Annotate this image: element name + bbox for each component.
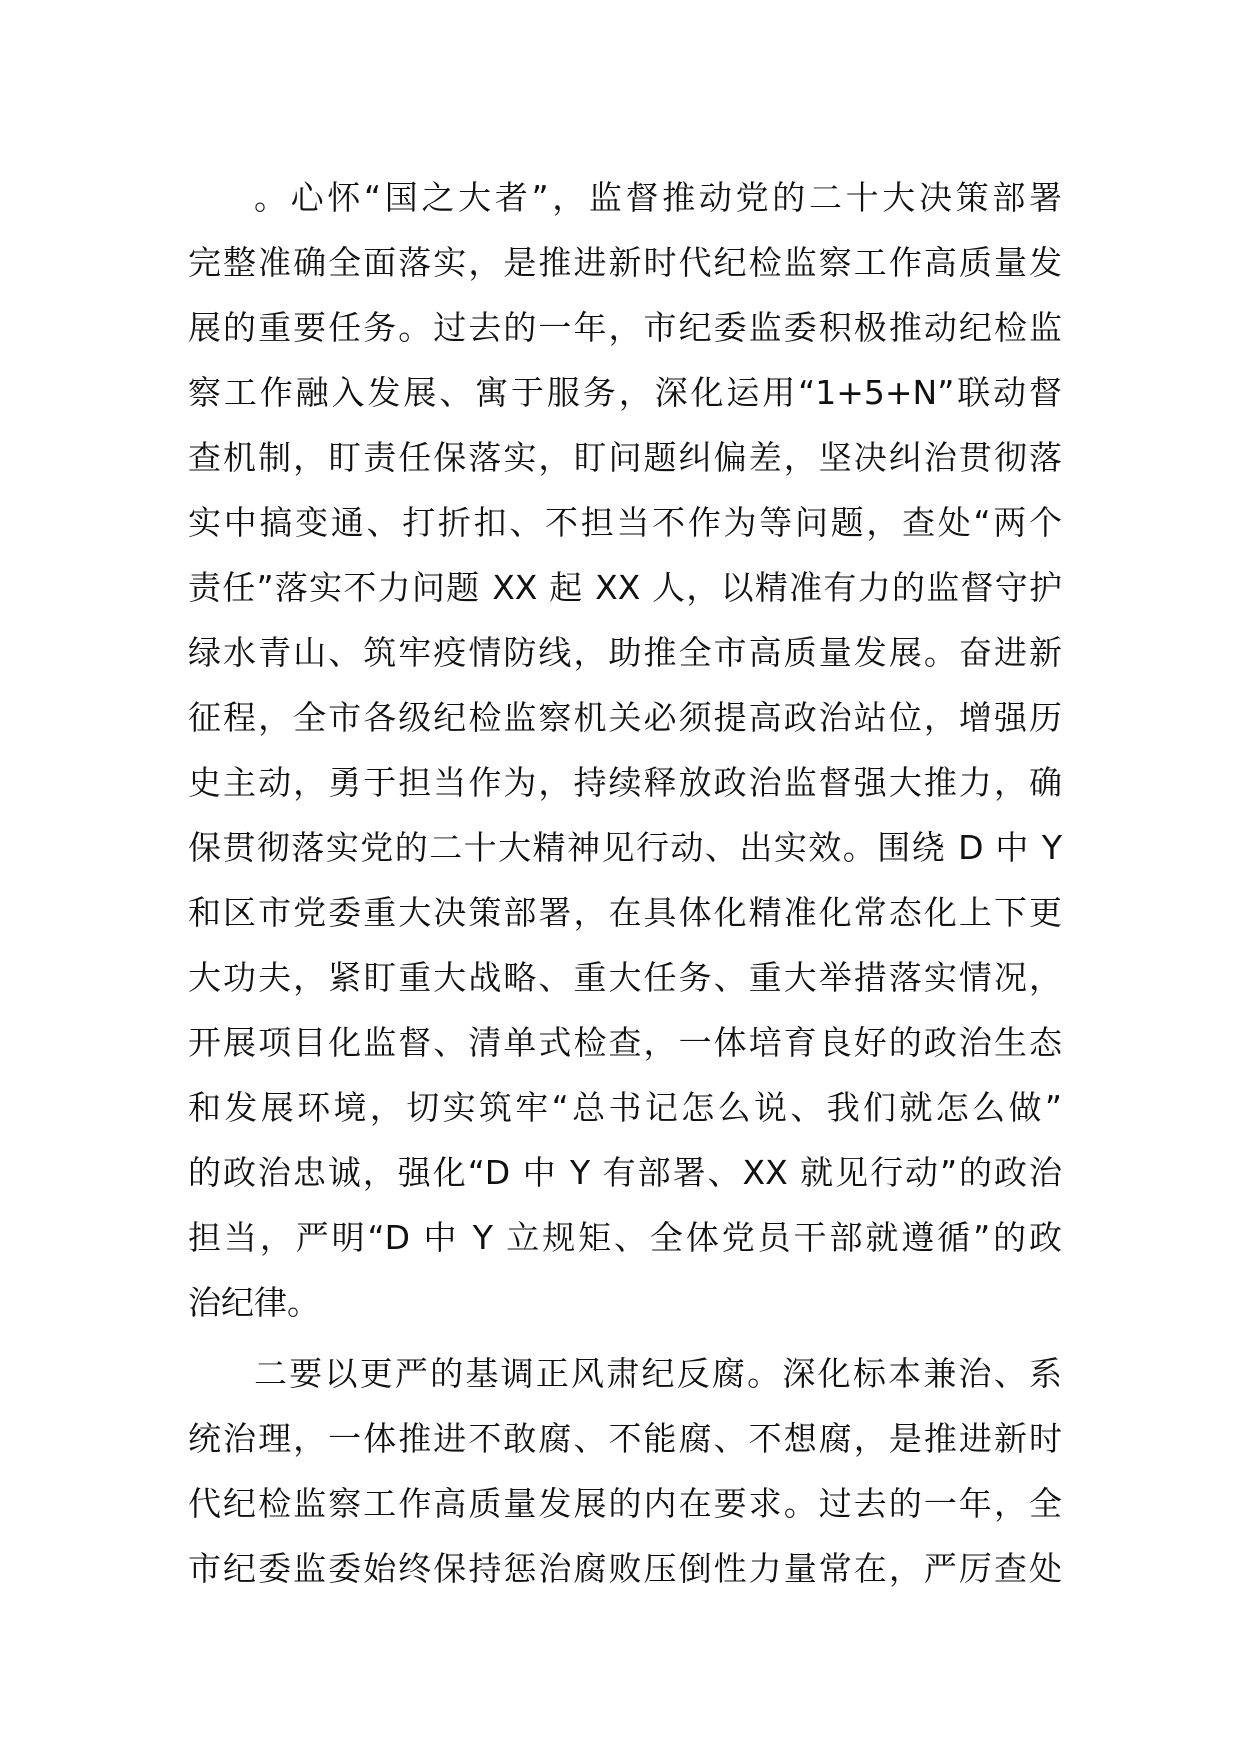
text-line: 保贯彻落实党的二十大精神见行动、出实效。围绕 D 中 Y — [188, 828, 1062, 867]
text-line: 担当，严明“D 中 Y 立规矩、全体党员干部就遵循”的政 — [188, 1218, 1062, 1257]
text-line: 完整准确全面落实，是推进新时代纪检监察工作高质量发 — [188, 243, 1062, 282]
document-body — [188, 165, 1062, 1601]
text-line: 绿水青山、筑牢疫情防线，助推全市高质量发展。奋进新 — [188, 633, 1062, 672]
text-line: 征程，全市各级纪检监察机关必须提高政治站位，增强历 — [188, 698, 1062, 737]
text-line: 察工作融入发展、寓于服务，深化运用“1+5+N”联动督 — [188, 373, 1062, 412]
text-line: 开展项目化监督、清单式检查，一体培育良好的政治生态 — [188, 1023, 1062, 1062]
paragraph-1 — [188, 165, 1062, 1335]
text-line: 和发展环境，切实筑牢“总书记怎么说、我们就怎么做” — [188, 1088, 1062, 1127]
text-line: 展的重要任务。过去的一年，市纪委监委积极推动纪检监 — [188, 308, 1062, 347]
text-line: 市纪委监委始终保持惩治腐败压倒性力量常在，严厉查处 — [188, 1549, 1062, 1588]
text-line: 查机制，盯责任保落实，盯问题纠偏差，坚决纠治贯彻落 — [188, 438, 1062, 477]
text-line: 责任”落实不力问题 XX 起 XX 人，以精准有力的监督守护 — [188, 568, 1062, 607]
text-line: 实中搞变通、打折扣、不担当不作为等问题，查处“两个 — [188, 503, 1062, 542]
text-line: 史主动，勇于担当作为，持续释放政治监督强大推力，确 — [188, 763, 1062, 802]
text-line: 治纪律。 — [188, 1283, 320, 1322]
text-line: 二要以更严的基调正风肃纪反腐。深化标本兼治、系 — [254, 1354, 1062, 1393]
text-line: 和区市党委重大决策部署，在具体化精准化常态化上下更 — [188, 893, 1062, 932]
paragraph-2 — [188, 1341, 1062, 1601]
text-line: 大功夫，紧盯重大战略、重大任务、重大举措落实情况， — [188, 958, 1062, 997]
text-line: 。心怀“国之大者”，监督推动党的二十大决策部署 — [254, 178, 1062, 217]
text-line: 代纪检监察工作高质量发展的内在要求。过去的一年，全 — [188, 1484, 1062, 1523]
text-line: 统治理，一体推进不敢腐、不能腐、不想腐，是推进新时 — [188, 1419, 1062, 1458]
text-line: 的政治忠诚，强化“D 中 Y 有部署、XX 就见行动”的政治 — [188, 1153, 1062, 1192]
